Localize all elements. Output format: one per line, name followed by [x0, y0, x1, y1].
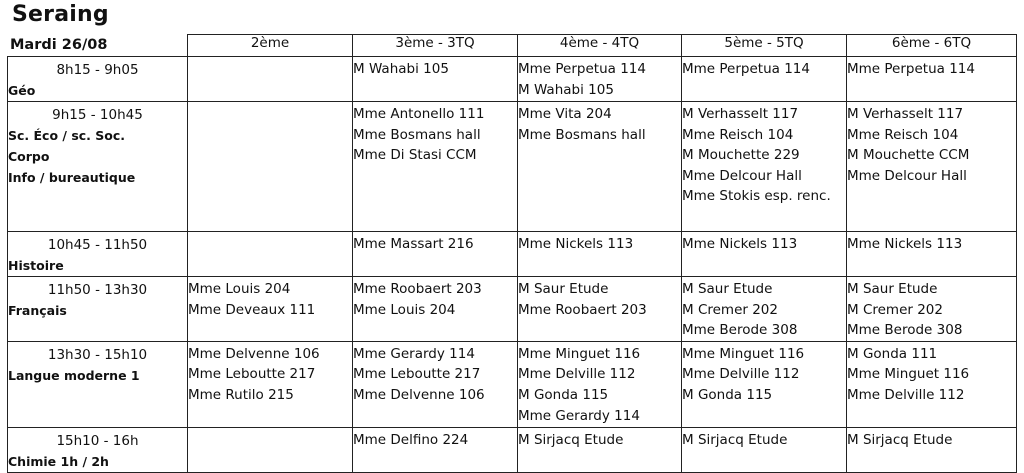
- teacher-room-entry: Mme Delvenne 106: [188, 345, 320, 362]
- teacher-room-entry: Mme Perpetua 114: [847, 61, 975, 77]
- teacher-room-entry: M Mouchette CCM: [847, 147, 970, 164]
- subject-name: Géo: [8, 83, 36, 98]
- schedule-cell: [353, 57, 518, 102]
- period-time: 15h10 - 16h: [56, 432, 139, 449]
- schedule-row: [8, 57, 1017, 102]
- teacher-list: [188, 102, 352, 104]
- teacher-list: [682, 57, 846, 80]
- schedule-cell: [682, 341, 847, 427]
- period-label: [8, 427, 188, 472]
- teacher-room-entry: Mme Nickels 113: [518, 236, 634, 252]
- teacher-room-entry: Mme Minguet 116: [847, 366, 970, 383]
- schedule-cell: [188, 427, 353, 472]
- teacher-room-entry: M Mouchette 229: [682, 147, 800, 164]
- schedule-body: [8, 57, 1017, 473]
- teacher-room-entry: Mme Vita 204: [518, 106, 612, 122]
- subject-name: Histoire: [8, 258, 64, 273]
- teacher-list: [353, 277, 517, 320]
- teacher-room-entry: Mme Berode 308: [847, 322, 963, 339]
- schedule-cell: [518, 102, 682, 232]
- schedule-row: [8, 341, 1017, 427]
- teacher-list: [518, 232, 681, 255]
- teacher-list: [518, 342, 681, 426]
- header-corner: [8, 35, 188, 57]
- header-row: [8, 35, 1017, 57]
- schedule-cell: [353, 277, 518, 342]
- teacher-room-entry: Mme Delville 112: [682, 366, 800, 383]
- teacher-room-entry: M Cremer 202: [847, 301, 943, 318]
- schedule-cell: [847, 341, 1017, 427]
- teacher-room-entry: Mme Minguet 116: [518, 345, 641, 362]
- period-label: [8, 102, 188, 232]
- teacher-room-entry: Mme Di Stasi CCM: [353, 147, 477, 164]
- teacher-list: [682, 428, 846, 451]
- teacher-room-entry: M Sirjacq Etude: [682, 431, 788, 448]
- schedule-row: [8, 102, 1017, 232]
- teacher-list: [682, 342, 846, 406]
- page-title: Seraing: [12, 2, 109, 27]
- period-time: 11h50 - 13h30: [47, 282, 148, 298]
- subject-name: Chimie 1h / 2h: [8, 453, 109, 469]
- teacher-list: [518, 428, 681, 451]
- teacher-room-entry: Mme Delfino 224: [353, 431, 469, 448]
- teacher-room-entry: M Gonda 111: [847, 345, 938, 362]
- teacher-room-entry: Mme Stokis esp. renc.: [682, 188, 831, 205]
- schedule-cell: [353, 427, 518, 472]
- period-time: 13h30 - 15h10: [47, 346, 148, 363]
- schedule-cell: [847, 102, 1017, 232]
- schedule-cell: [353, 232, 518, 277]
- subject-name: Sc. Éco / sc. Soc.: [8, 128, 126, 143]
- teacher-list: [847, 277, 1016, 341]
- schedule-cell: [188, 102, 353, 232]
- schedule-cell: [188, 341, 353, 427]
- teacher-room-entry: M Gonda 115: [682, 386, 773, 403]
- teacher-room-entry: Mme Bosmans hall: [353, 126, 481, 143]
- schedule-cell: [518, 427, 682, 472]
- teacher-list: [518, 277, 681, 320]
- teacher-room-entry: M Saur Etude: [847, 281, 938, 297]
- subject-name: Corpo: [8, 149, 50, 164]
- column-header: 6ème - 6TQ: [847, 35, 1017, 57]
- teacher-list: [847, 342, 1016, 406]
- schedule-cell: [353, 102, 518, 232]
- teacher-room-entry: Mme Bosmans hall: [518, 126, 646, 143]
- schedule-cell: [682, 57, 847, 102]
- teacher-room-entry: Mme Louis 204: [353, 301, 456, 318]
- teacher-room-entry: Mme Reisch 104: [847, 126, 959, 143]
- period-label: [8, 341, 188, 427]
- teacher-room-entry: M Sirjacq Etude: [847, 431, 953, 448]
- subject-name: Langue moderne 1: [8, 367, 140, 383]
- teacher-list: [188, 428, 352, 430]
- teacher-room-entry: Mme Massart 216: [353, 236, 474, 252]
- period-label: [8, 277, 188, 342]
- period-label: [8, 232, 188, 277]
- teacher-room-entry: Mme Antonello 111: [353, 106, 485, 122]
- teacher-room-entry: Mme Roobaert 203: [518, 301, 647, 318]
- period-label: [8, 57, 188, 102]
- teacher-room-entry: M Saur Etude: [682, 281, 773, 297]
- teacher-list: [188, 57, 352, 59]
- teacher-room-entry: Mme Roobaert 203: [353, 281, 482, 297]
- teacher-room-entry: Mme Delville 112: [847, 386, 965, 403]
- schedule-row: [8, 232, 1017, 277]
- subject-name: Info / bureautique: [8, 170, 136, 185]
- schedule-cell: [682, 232, 847, 277]
- column-header: 5ème - 5TQ: [682, 35, 847, 57]
- teacher-room-entry: Mme Minguet 116: [682, 345, 805, 362]
- teacher-room-entry: Mme Delvenne 106: [353, 386, 485, 403]
- teacher-list: [188, 232, 352, 234]
- schedule-cell: [682, 102, 847, 232]
- teacher-room-entry: M Wahabi 105: [353, 61, 449, 77]
- teacher-list: [353, 57, 517, 80]
- teacher-room-entry: M Sirjacq Etude: [518, 431, 624, 448]
- column-header: 4ème - 4TQ: [518, 35, 682, 57]
- schedule-cell: [353, 341, 518, 427]
- schedule-cell: [847, 277, 1017, 342]
- teacher-room-entry: M Cremer 202: [682, 301, 778, 318]
- schedule-cell: [188, 232, 353, 277]
- schedule-cell: [518, 341, 682, 427]
- schedule-cell: [518, 277, 682, 342]
- schedule-cell: [188, 277, 353, 342]
- teacher-room-entry: Mme Leboutte 217: [353, 366, 481, 383]
- schedule-cell: [188, 57, 353, 102]
- teacher-room-entry: Mme Perpetua 114: [682, 61, 810, 77]
- subject-name: Français: [8, 303, 67, 318]
- teacher-room-entry: Mme Delcour Hall: [682, 167, 802, 184]
- teacher-room-entry: Mme Nickels 113: [682, 236, 798, 252]
- teacher-list: [188, 342, 352, 406]
- teacher-room-entry: Mme Leboutte 217: [188, 366, 316, 383]
- teacher-room-entry: Mme Reisch 104: [682, 126, 794, 143]
- teacher-list: [847, 428, 1016, 451]
- teacher-list: [847, 102, 1016, 186]
- schedule-date: Mardi 26/08: [10, 37, 108, 53]
- teacher-room-entry: Mme Berode 308: [682, 322, 798, 339]
- column-header: 3ème - 3TQ: [353, 35, 518, 57]
- teacher-list: [847, 232, 1016, 255]
- teacher-room-entry: Mme Gerardy 114: [518, 407, 640, 424]
- schedule-table: [7, 34, 1017, 473]
- schedule-cell: [847, 57, 1017, 102]
- schedule-row: [8, 277, 1017, 342]
- teacher-list: [353, 232, 517, 255]
- teacher-room-entry: Mme Delville 112: [518, 366, 636, 383]
- teacher-room-entry: M Verhasselt 117: [847, 106, 964, 122]
- period-time: 9h15 - 10h45: [52, 107, 143, 123]
- teacher-room-entry: Mme Delcour Hall: [847, 167, 967, 184]
- teacher-room-entry: Mme Nickels 113: [847, 236, 963, 252]
- teacher-list: [682, 102, 846, 207]
- schedule-cell: [682, 277, 847, 342]
- schedule-cell: [847, 427, 1017, 472]
- teacher-list: [518, 57, 681, 100]
- schedule-row: [8, 427, 1017, 472]
- teacher-list: [518, 102, 681, 145]
- teacher-room-entry: M Wahabi 105: [518, 81, 614, 98]
- teacher-room-entry: M Verhasselt 117: [682, 106, 799, 122]
- teacher-room-entry: Mme Deveaux 111: [188, 301, 316, 318]
- teacher-list: [353, 102, 517, 166]
- teacher-list: [353, 428, 517, 451]
- teacher-room-entry: M Gonda 115: [518, 386, 609, 403]
- teacher-room-entry: Mme Perpetua 114: [518, 61, 646, 77]
- teacher-list: [682, 232, 846, 255]
- teacher-list: [682, 277, 846, 341]
- schedule-cell: [847, 232, 1017, 277]
- teacher-room-entry: Mme Louis 204: [188, 281, 291, 297]
- column-header: 2ème: [188, 35, 353, 57]
- period-time: 8h15 - 9h05: [56, 62, 139, 78]
- teacher-list: [847, 57, 1016, 80]
- teacher-room-entry: M Saur Etude: [518, 281, 609, 297]
- schedule-cell: [518, 232, 682, 277]
- teacher-list: [353, 342, 517, 406]
- schedule-cell: [518, 57, 682, 102]
- period-time: 10h45 - 11h50: [47, 237, 148, 253]
- teacher-list: [188, 277, 352, 320]
- schedule-cell: [682, 427, 847, 472]
- teacher-room-entry: Mme Rutilo 215: [188, 386, 294, 403]
- teacher-room-entry: Mme Gerardy 114: [353, 345, 475, 362]
